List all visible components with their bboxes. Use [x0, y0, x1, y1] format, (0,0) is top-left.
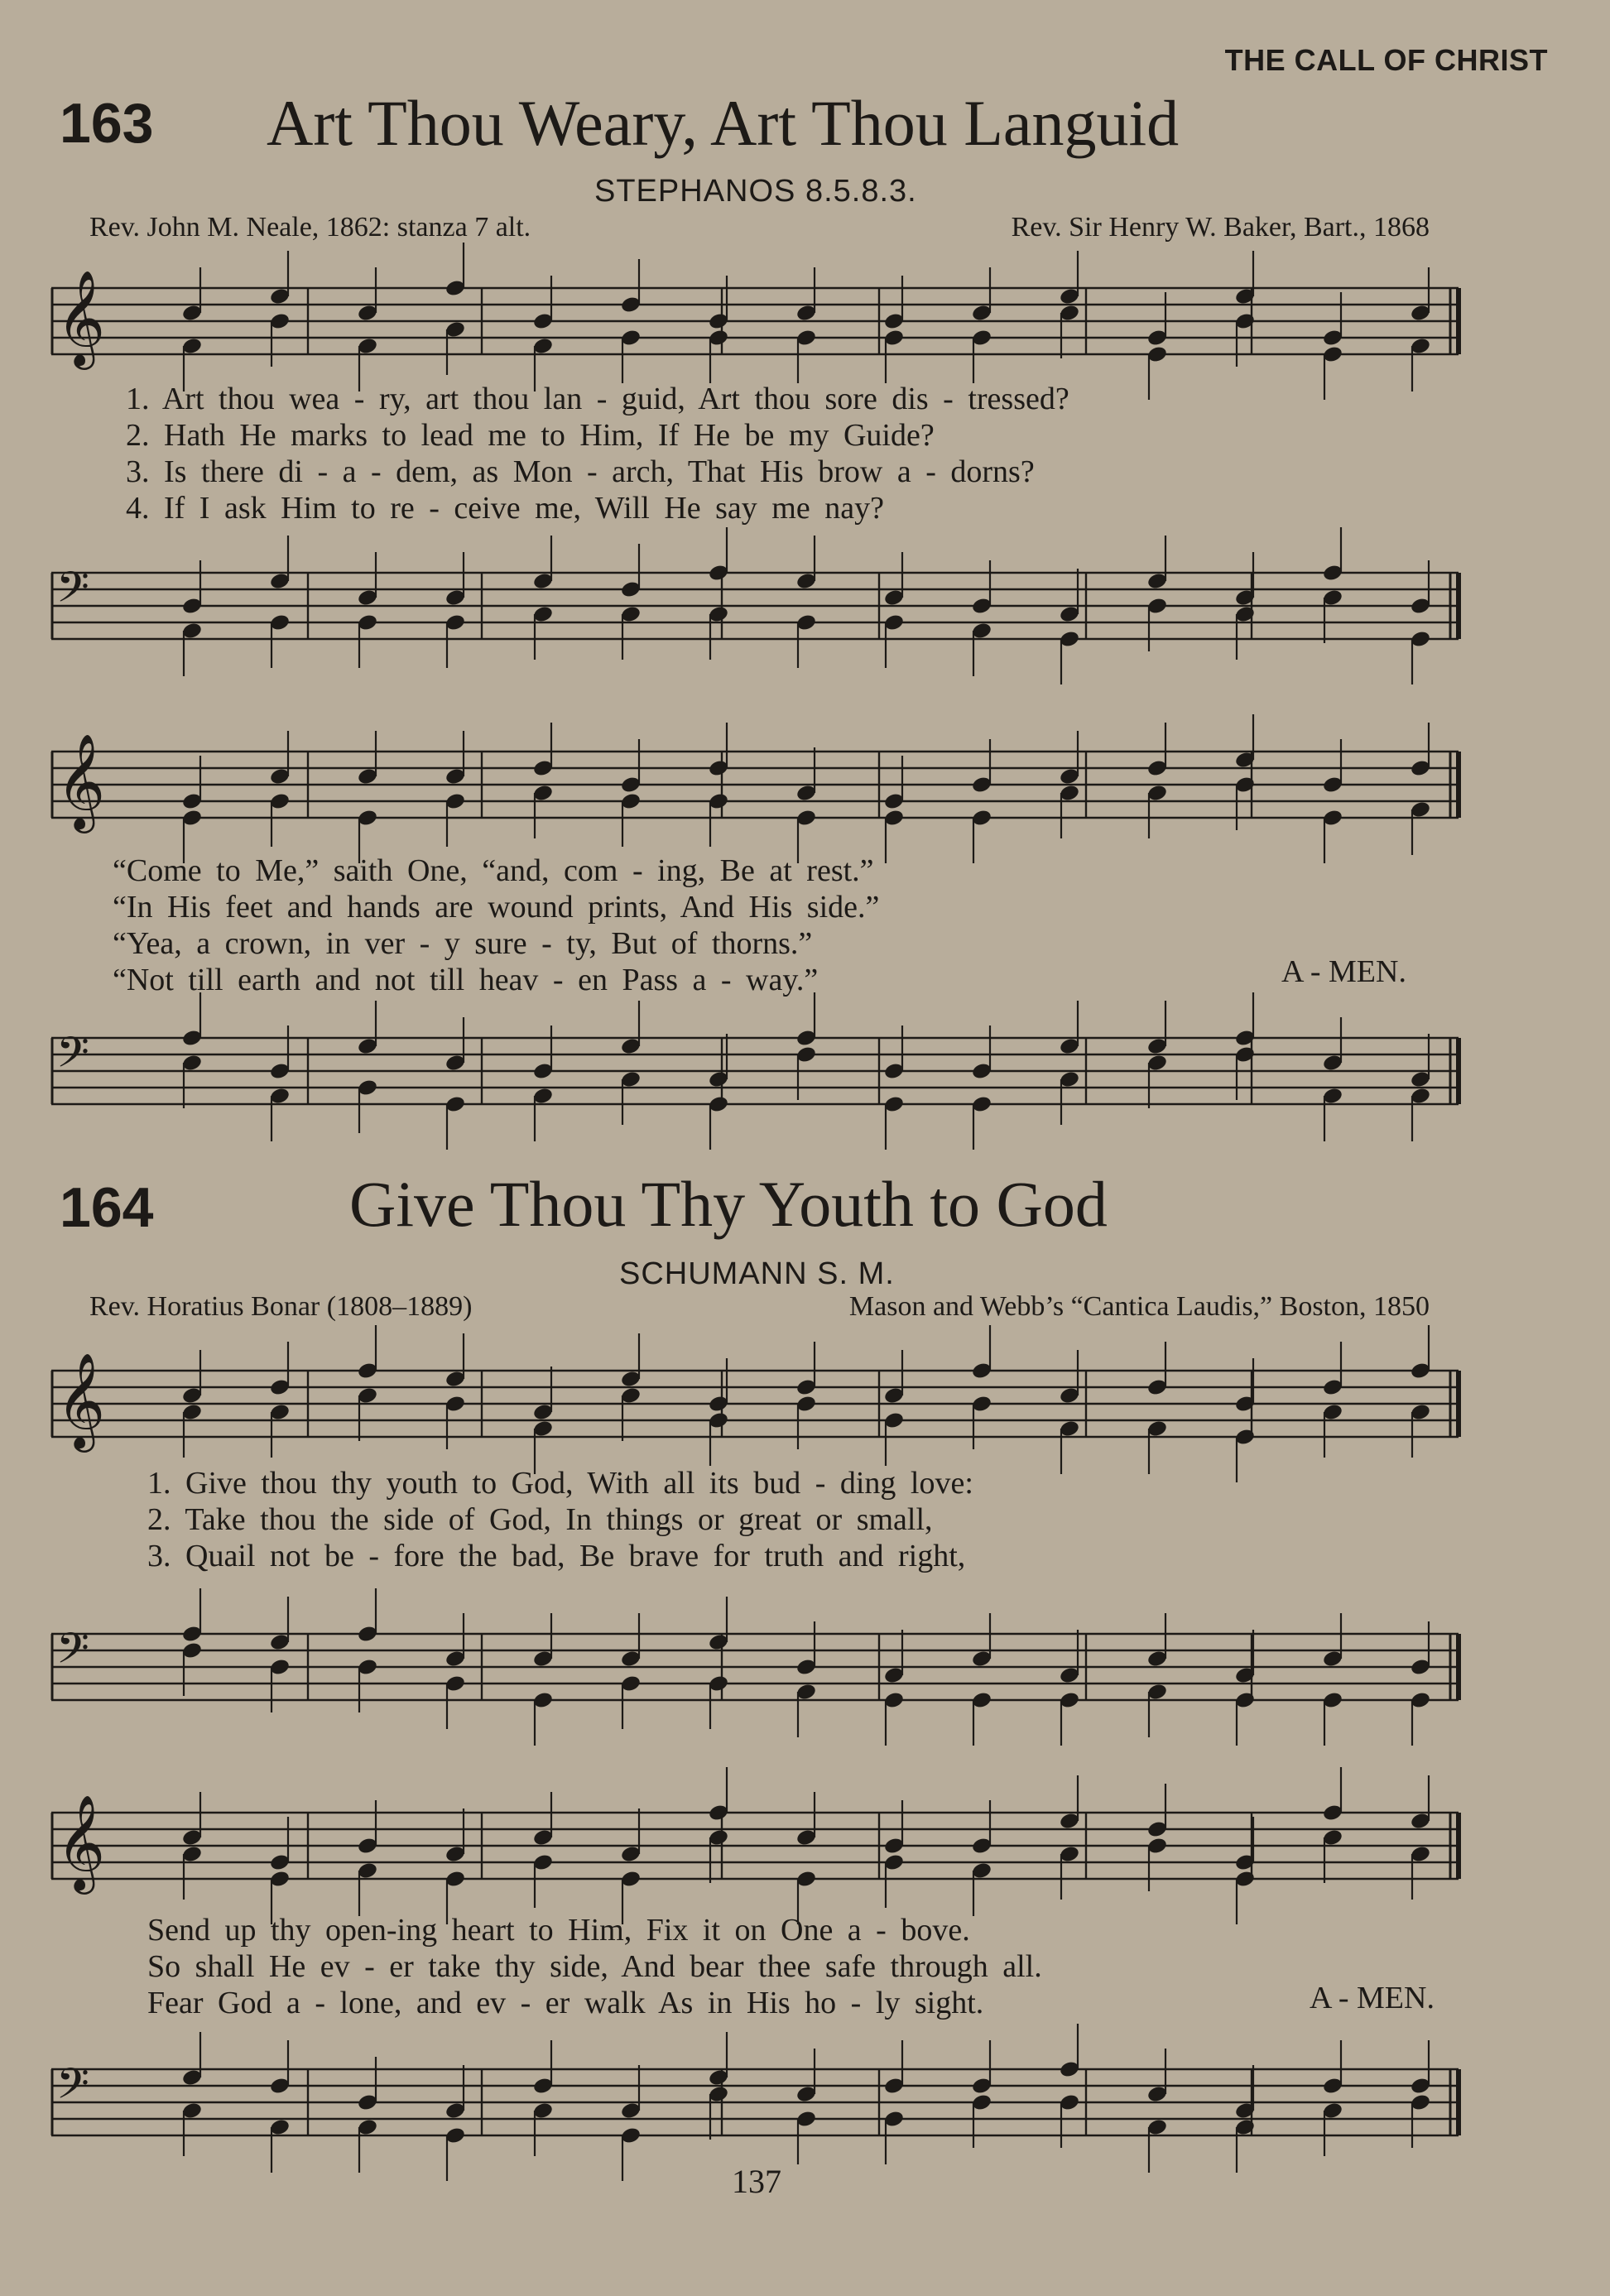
verse-block	[126, 381, 1069, 526]
hymn-title: Give Thou Thy Youth to God	[349, 1168, 1108, 1240]
verse-line: 1. Give thou thy youth to God, With all its bud - ding love:	[147, 1466, 973, 1501]
verse-block	[113, 853, 879, 998]
verse-line: “Yea, a crown, in ver - y sure - ty, But of thorns.”	[113, 926, 813, 961]
hymn-number: 164	[60, 1176, 154, 1239]
amen-label: A - MEN.	[1281, 954, 1406, 989]
treble-clef-icon: 𝄞	[56, 733, 106, 829]
verse-line: 3. Quail not be - fore the bad, Be brave for truth and right,	[147, 1539, 966, 1573]
hymn-title: Art Thou Weary, Art Thou Languid	[267, 87, 1180, 159]
verse-line: 2. Take thou the side of God, In things or great or small,	[147, 1502, 933, 1537]
verse-line: “Not till earth and not till heav - en Pass a - way.”	[113, 963, 819, 997]
verse-line: 3. Is there di - a - dem, as Mon - arch, That His brow a - dorns?	[126, 454, 1035, 489]
verse-line: “Come to Me,” saith One, “and, com - ing, Be at rest.”	[113, 853, 874, 888]
verse-line: 4. If I ask Him to re - ceive me, Will He say me nay?	[126, 491, 884, 526]
treble-staff	[51, 1788, 1459, 1904]
verse-line: So shall He ev - er take thy side, And bear thee safe through all.	[147, 1949, 1042, 1984]
bass-clef-icon: 𝄢	[56, 562, 89, 622]
verse-block	[147, 1912, 1042, 2021]
verse-line: Send up thy open-ing heart to Him, Fix it on One a - bove.	[147, 1913, 970, 1948]
treble-clef-icon: 𝄞	[56, 269, 106, 366]
tune-name: STEPHANOS 8.5.8.3.	[594, 174, 917, 209]
bass-clef-icon: 𝄢	[56, 1027, 89, 1088]
bass-staff	[51, 1609, 1459, 1725]
verse-line: Fear God a - lone, and ev - er walk As in His ho - ly sight.	[147, 1986, 984, 2020]
treble-clef-icon: 𝄞	[56, 1794, 106, 1890]
bass-staff	[51, 1013, 1459, 1129]
verse-line: “In His feet and hands are wound prints, And His side.”	[113, 890, 880, 925]
amen-label: A - MEN.	[1310, 1981, 1435, 2015]
words-credit: Rev. Horatius Bonar (1808–1889)	[89, 1291, 473, 1322]
verse-line: 1. Art thou wea - ry, art thou lan - guid, Art thou sore dis - tressed?	[126, 382, 1069, 416]
bass-staff	[51, 2044, 1459, 2160]
treble-staff	[51, 1346, 1459, 1462]
verse-block	[147, 1465, 973, 1574]
treble-clef-icon: 𝄞	[56, 1352, 106, 1448]
treble-staff	[51, 727, 1459, 843]
treble-staff	[51, 263, 1459, 379]
music-credit: Mason and Webb’s “Cantica Laudis,” Boston, 1850	[848, 1291, 1430, 1322]
tune-name: SCHUMANN S. M.	[619, 1256, 895, 1291]
music-credit: Rev. Sir Henry W. Baker, Bart., 1868	[1011, 212, 1430, 243]
page-number: 137	[732, 2163, 781, 2200]
section-heading: THE CALL OF CHRIST	[1224, 43, 1548, 77]
bass-staff	[51, 548, 1459, 664]
verse-line: 2. Hath He marks to lead me to Him, If He be my Guide?	[126, 418, 935, 453]
bass-clef-icon: 𝄢	[56, 1623, 89, 1684]
words-credit: Rev. John M. Neale, 1862: stanza 7 alt.	[89, 212, 531, 243]
bass-clef-icon: 𝄢	[56, 2058, 89, 2119]
hymn-number: 163	[60, 92, 154, 155]
